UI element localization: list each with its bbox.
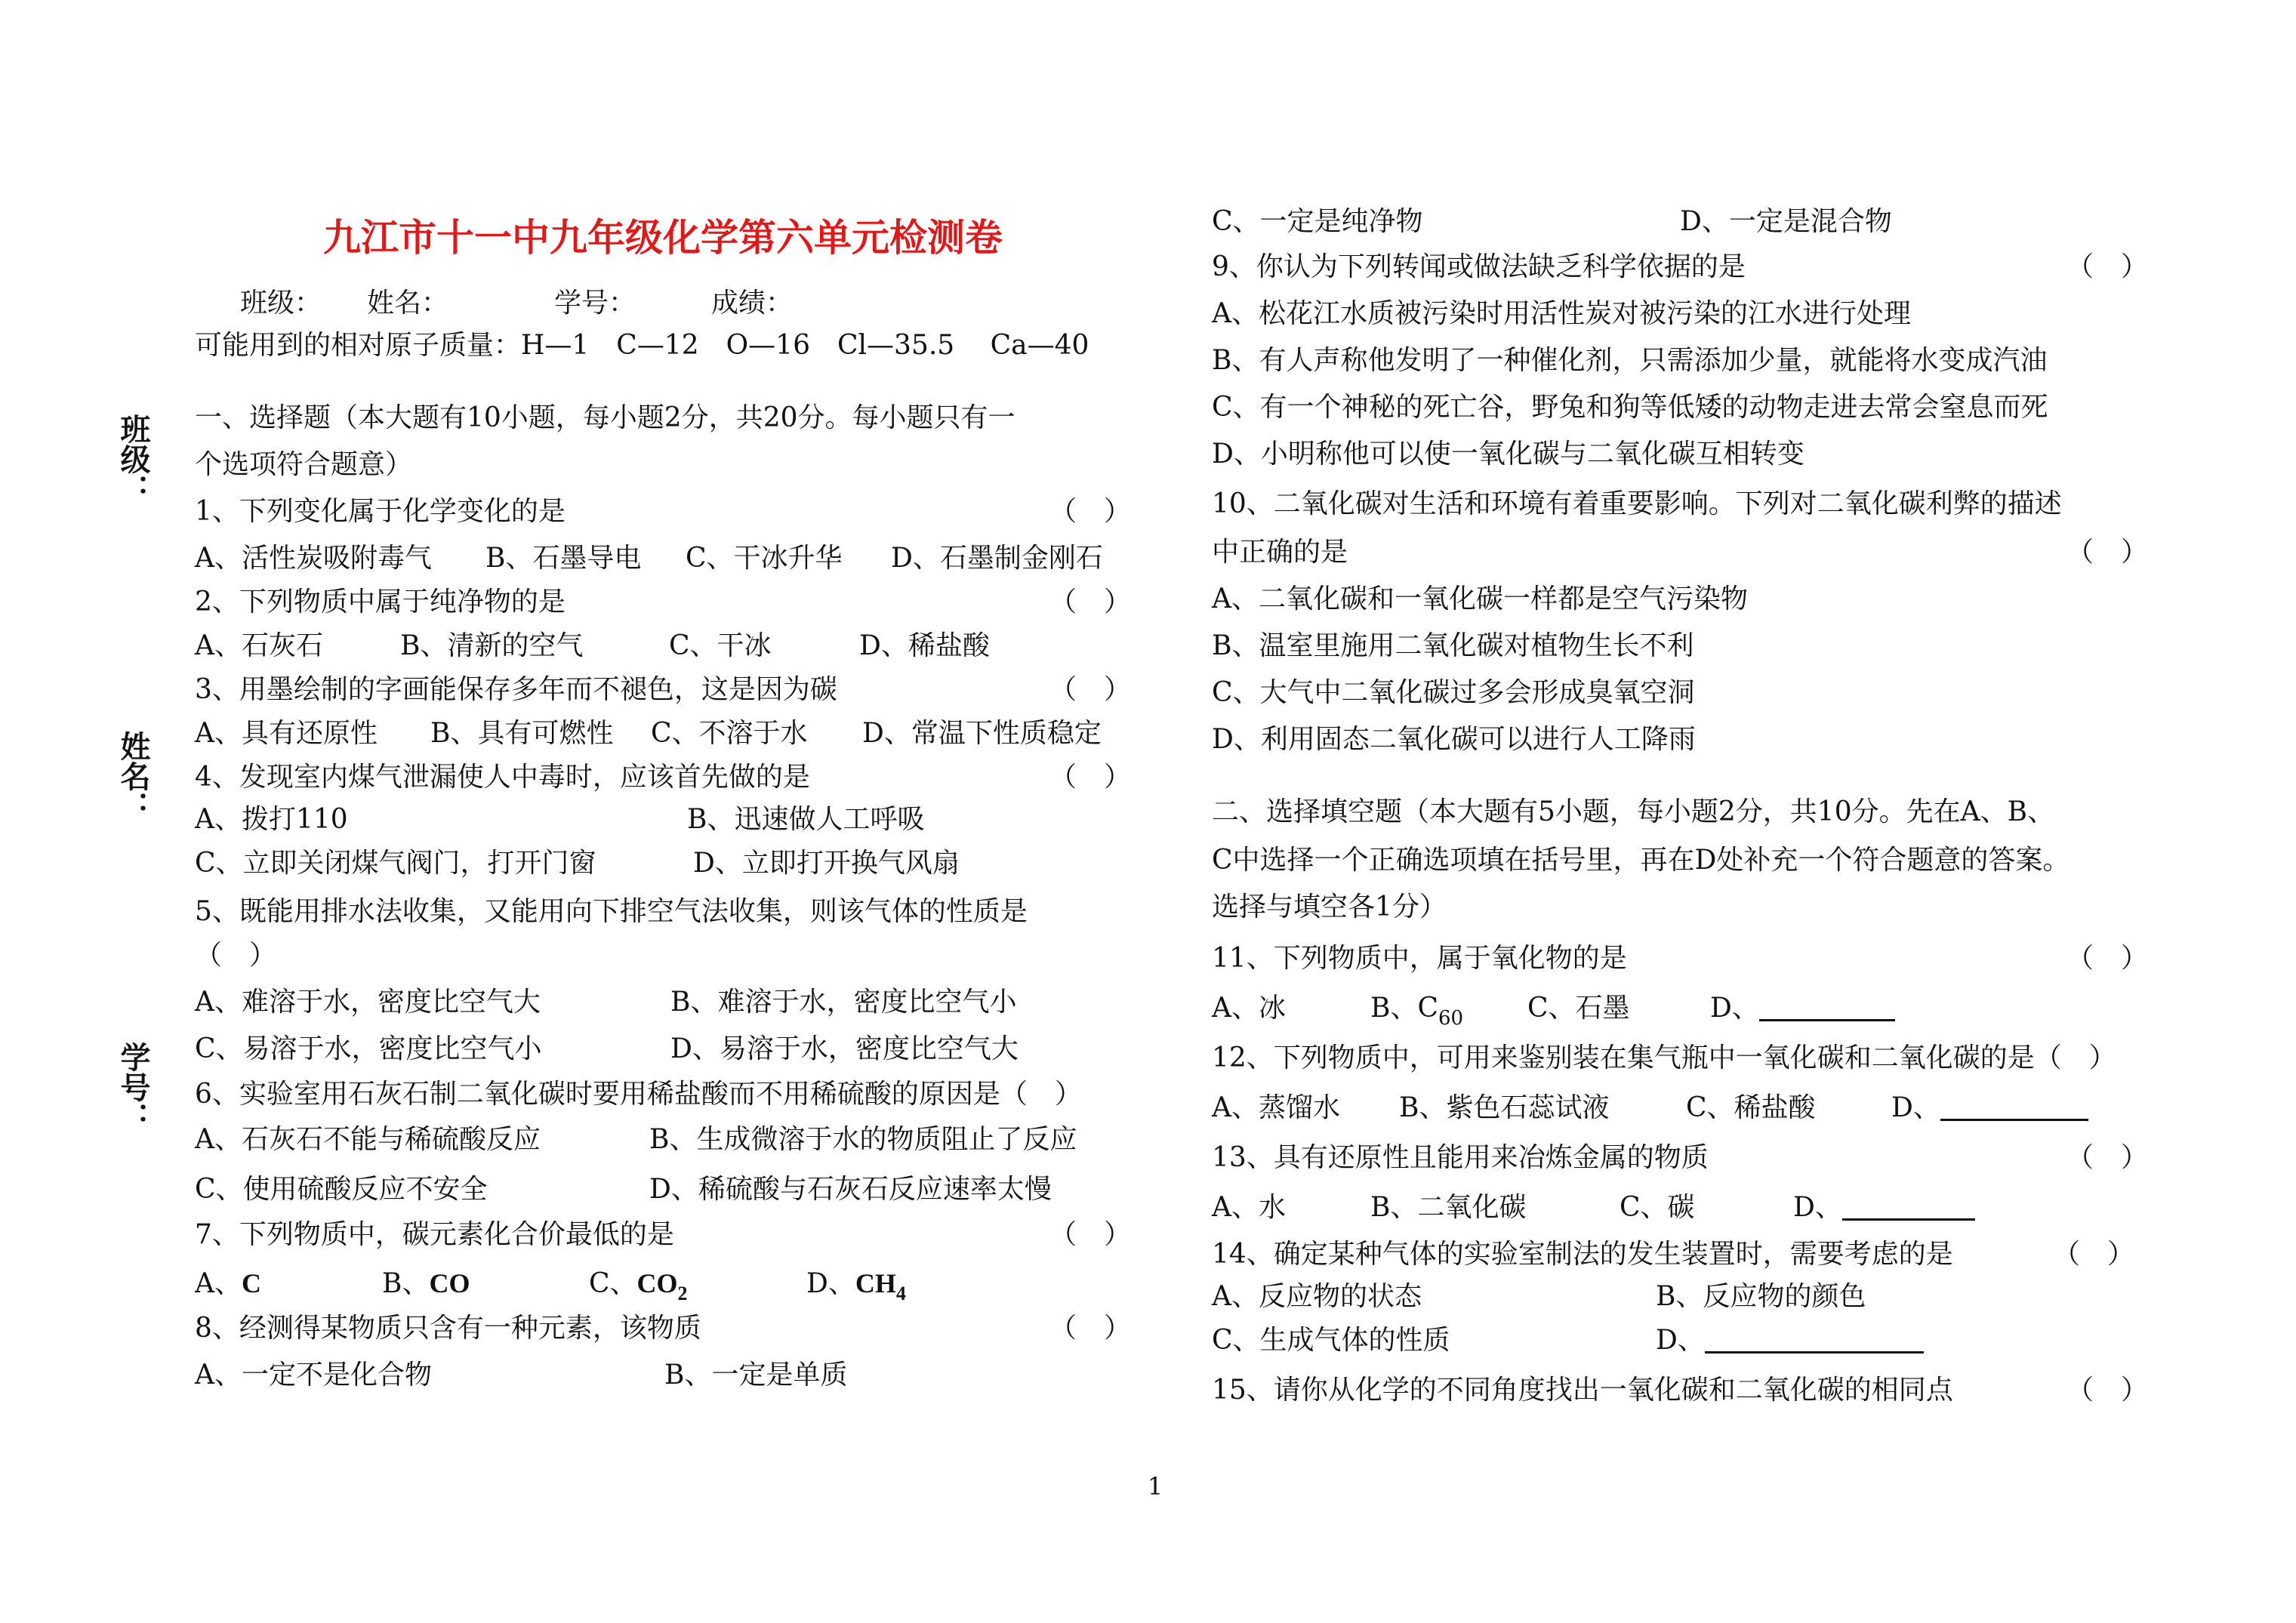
section1-heading-cont: 个选项符合题意） — [195, 449, 413, 480]
question-4-options-ab: A、拨打110 B、迅速做人工呼吸 — [195, 804, 925, 835]
question-5-options-cd: C、易溶于水，密度比空气小 D、易溶于水，密度比空气大 — [195, 1033, 1019, 1064]
question-1: 1、下列变化属于化学变化的是 （ ） — [195, 489, 1131, 534]
side-label-name: 姓名： — [116, 731, 151, 821]
question-10-option-b: B、温室里施用二氧化碳对植物生长不利 — [1212, 630, 1694, 661]
question-8-options-cd: C、一定是纯净物 D、一定是混合物 — [1212, 206, 1892, 237]
question-10-option-c: C、大气中二氧化碳过多会形成臭氧空洞 — [1212, 677, 1695, 708]
question-9-option-a: A、松花江水质被污染时用活性炭对被污染的江水进行处理 — [1212, 298, 1911, 329]
question-11-options: A、冰 B、$C_{60}$ C、石墨 D、 — [1212, 986, 2148, 1031]
atomic-mass-line: 可能用到的相对原子质量：H—1 C—12 O—16 Cl—35.5 Ca—40 — [195, 330, 1089, 361]
field-class: 班级： — [240, 288, 322, 319]
answer-paren[interactable]: （ ） — [2066, 943, 2148, 974]
question-2: 2、下列物质中属于纯净物的是 （ ） — [195, 580, 1131, 625]
page-title: 九江市十一中九年级化学第六单元检测卷 — [323, 215, 1003, 260]
answer-paren[interactable]: （ ） — [1049, 1313, 1131, 1344]
field-student-id: 学号： — [554, 288, 636, 319]
side-label-student-id: 学号： — [116, 1042, 151, 1132]
section2-heading: 二、选择填空题（本大题有5小题，每小题2分，共10分。先在A、B、 — [1212, 796, 2055, 827]
fill-in-blank[interactable] — [1759, 986, 1895, 1021]
question-2-options: A、石灰石 B、清新的空气 C、干冰 D、稀盐酸 — [195, 630, 990, 661]
page-number: 1 — [1147, 1472, 1163, 1501]
answer-paren[interactable]: （ ） — [2052, 1239, 2134, 1270]
question-9-option-b: B、有人声称他发明了一种催化剂，只需添加少量，就能将水变成汽油 — [1212, 345, 2048, 376]
question-3-options: A、具有还原性 B、具有可燃性 C、不溶于水 D、常温下性质稳定 — [195, 718, 1102, 749]
question-9-option-d: D、小明称他可以使一氧化碳与二氧化碳互相转变 — [1212, 439, 1804, 470]
question-9: 9、你认为下列转闻或做法缺乏科学依据的是 （ ） — [1212, 245, 2148, 290]
question-14-options-ab: A、反应物的状态 B、反应物的颜色 — [1212, 1281, 1866, 1312]
answer-paren[interactable]: （ ） — [1049, 762, 1131, 793]
answer-paren[interactable]: （ ） — [195, 940, 277, 971]
answer-paren[interactable]: （ ） — [1049, 496, 1131, 527]
question-3: 3、用墨绘制的字画能保存多年而不褪色，这是因为碳 （ ） — [195, 667, 1131, 713]
question-9-option-c: C、有一个神秘的死亡谷，野兔和狗等低矮的动物走进去常会窒息而死 — [1212, 392, 2048, 423]
question-5: 5、既能用排水法收集，又能用向下排空气法收集，则该气体的性质是 — [195, 896, 1028, 927]
question-10-option-a: A、二氧化碳和一氧化碳一样都是空气污染物 — [1212, 584, 1748, 614]
answer-paren[interactable]: （ ） — [1049, 674, 1131, 705]
question-1-options: A、活性炭吸附毒气 B、石墨导电 C、干冰升华 D、石墨制金刚石 — [195, 543, 1103, 574]
question-14: 14、确定某种气体的实验室制法的发生装置时，需要考虑的是 （ ） — [1212, 1232, 2148, 1277]
question-5-options-ab: A、难溶于水，密度比空气大 B、难溶于水，密度比空气小 — [195, 987, 1017, 1018]
question-10: 10、二氧化碳对生活和环境有着重要影响。下列对二氧化碳利弊的描述 — [1212, 488, 2062, 519]
question-6: 6、实验室用石灰石制二氧化碳时要用稀盐酸而不用稀硫酸的原因是（ ） — [195, 1079, 1082, 1110]
question-5-paren — [195, 933, 1131, 978]
question-7: 7、下列物质中，碳元素化合价最低的是 （ ） — [195, 1212, 1131, 1258]
section1-heading: 一、选择题（本大题有10小题，每小题2分，共20分。每小题只有一 — [195, 402, 1015, 433]
answer-paren[interactable]: （ ） — [1049, 587, 1131, 617]
answer-paren[interactable]: （ ） — [2066, 1142, 2148, 1173]
answer-paren[interactable]: （ ） — [2066, 537, 2148, 568]
question-6-options-cd: C、使用硫酸反应不安全 D、稀硫酸与石灰石反应速率太慢 — [195, 1174, 1052, 1205]
question-7-options: A、C B、CO C、$CO_2$ D、$CH_4$ — [195, 1268, 906, 1304]
answer-paren[interactable]: （ ） — [1049, 1219, 1131, 1250]
fill-in-blank[interactable] — [1940, 1086, 2088, 1121]
answer-paren[interactable]: （ ） — [2066, 1375, 2148, 1406]
question-4-options-cd: C、立即关闭煤气阀门，打开门窗 D、立即打开换气风扇 — [195, 848, 960, 879]
question-14-options-cd: C、生成气体的性质 D、 — [1212, 1318, 2148, 1363]
fill-in-blank[interactable] — [1842, 1185, 1975, 1221]
field-score: 成绩： — [711, 288, 794, 319]
field-name: 姓名： — [367, 288, 449, 319]
question-10-option-d: D、利用固态二氧化碳可以进行人工降雨 — [1212, 724, 1696, 755]
question-12: 12、下列物质中，可用来鉴别装在集气瓶中一氧化碳和二氧化碳的是（ ） — [1212, 1042, 2116, 1073]
answer-paren[interactable]: （ ） — [2066, 251, 2148, 282]
fill-in-blank[interactable] — [1705, 1318, 1924, 1354]
header-fields — [195, 281, 1131, 326]
side-label-class: 班级： — [116, 414, 151, 504]
section2-heading-cont: C中选择一个正确选项填在括号里，再在D处补充一个符合题意的答案。 — [1212, 845, 2070, 876]
section2-heading-cont2: 选择与填空各1分） — [1212, 892, 1447, 922]
question-11: 11、下列物质中，属于氧化物的是 （ ） — [1212, 936, 2148, 981]
question-6-options-ab: A、石灰石不能与稀硫酸反应 B、生成微溶于水的物质阻止了反应 — [195, 1124, 1077, 1155]
question-12-options: A、蒸馏水 B、紫色石蕊试液 C、稀盐酸 D、 — [1212, 1086, 2148, 1131]
question-10-cont: 中正确的是 （ ） — [1212, 530, 2148, 575]
question-4: 4、发现室内煤气泄漏使人中毒时，应该首先做的是 （ ） — [195, 755, 1131, 800]
question-13-options: A、水 B、二氧化碳 C、碳 D、 — [1212, 1185, 2148, 1230]
question-15: 15、请你从化学的不同角度找出一氧化碳和二氧化碳的相同点 （ ） — [1212, 1368, 2148, 1413]
question-8-options-ab: A、一定不是化合物 B、一定是单质 — [195, 1360, 848, 1390]
question-8: 8、经测得某物质只含有一种元素，该物质 （ ） — [195, 1306, 1131, 1351]
question-13: 13、具有还原性且能用来冶炼金属的物质 （ ） — [1212, 1135, 2148, 1181]
